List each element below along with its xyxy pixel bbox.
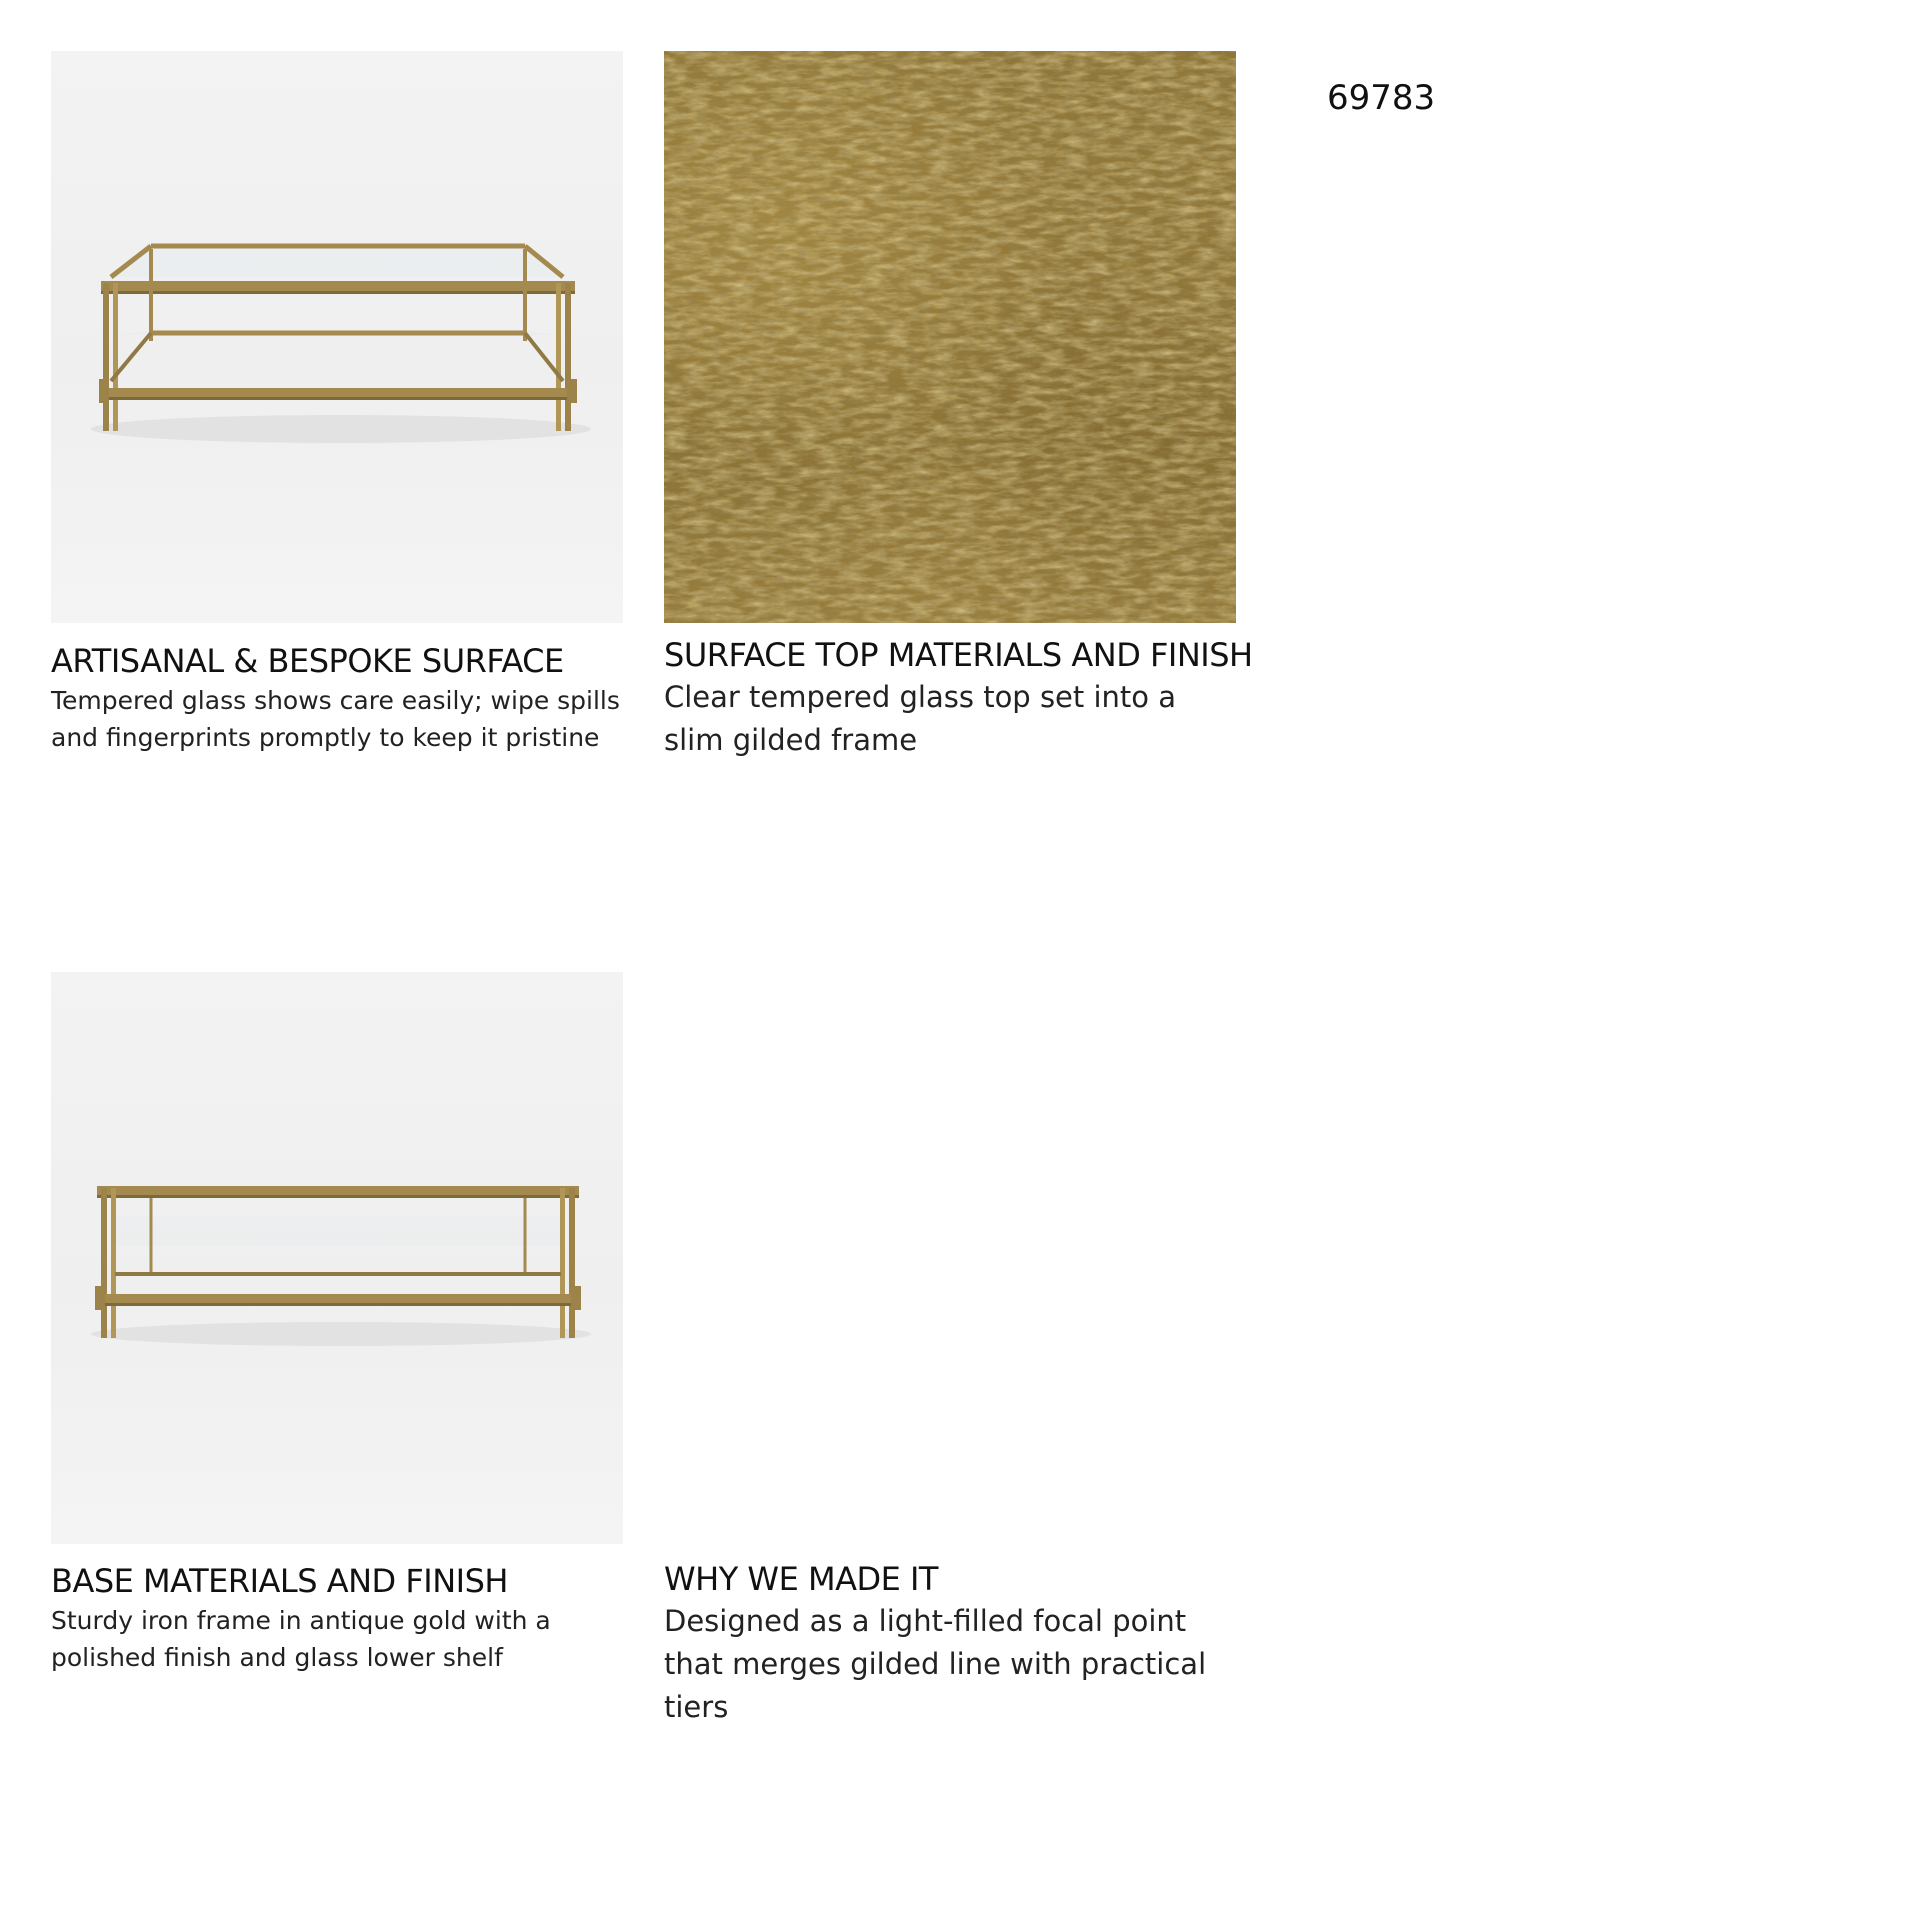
gold-leaf-texture <box>664 51 1236 623</box>
caption-title: SURFACE TOP MATERIALS AND FINISH <box>664 636 1253 674</box>
product-sku: 69783 <box>1327 78 1436 118</box>
caption-title: ARTISANAL & BESPOKE SURFACE <box>51 642 564 680</box>
caption-card-1 <box>51 642 631 756</box>
finish-texture-swatch <box>664 51 1236 623</box>
caption-card-2 <box>664 636 1264 762</box>
product-photo-angled <box>51 51 623 623</box>
caption-description: Sturdy iron frame in antique gold with a polished finish and glass lower shelf <box>51 1606 551 1672</box>
caption-title: WHY WE MADE IT <box>664 1560 938 1598</box>
caption-description: Clear tempered glass top set into a slim gilded frame <box>664 680 1177 757</box>
coffee-table-angled-illustration <box>51 51 623 623</box>
caption-description: Designed as a light-filled focal point that merges gilded line with practical tiers <box>664 1604 1207 1724</box>
coffee-table-front-illustration <box>51 972 623 1544</box>
caption-card-4 <box>664 1560 1224 1729</box>
caption-title: BASE MATERIALS AND FINISH <box>51 1562 508 1600</box>
caption-card-3 <box>51 1562 631 1676</box>
product-photo-front <box>51 972 623 1544</box>
caption-description: Tempered glass shows care easily; wipe spills and fingerprints promptly to keep it pristine <box>51 686 620 752</box>
